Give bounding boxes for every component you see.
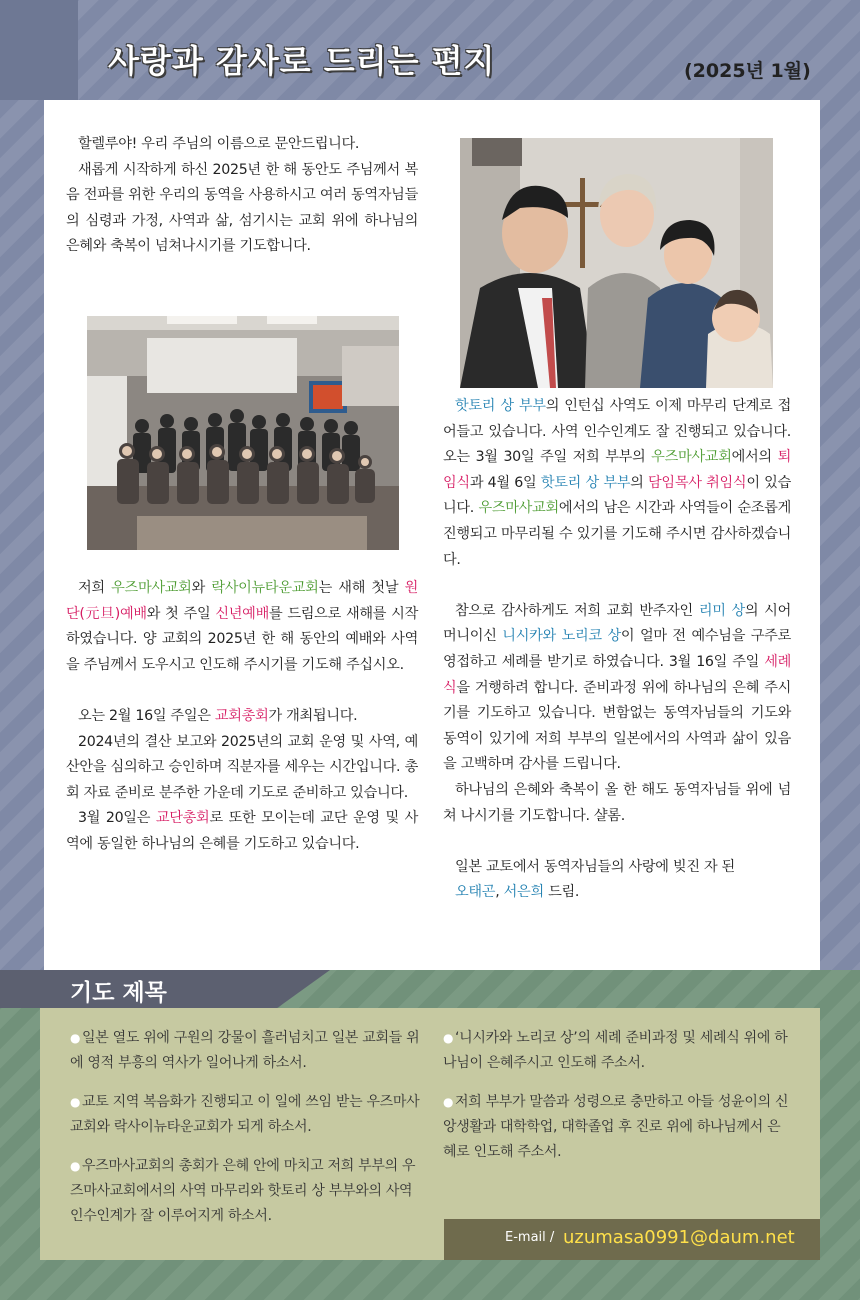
text: 가 개최됩니다.: [268, 707, 358, 724]
text: 저희 부부가 말씀과 성령으로 충만하고 아들 성윤이의 신앙생활과 대학학업, 대학졸업 후 진로 위에 하나님께서 은혜로 인도해 주소서.: [443, 1094, 789, 1160]
blessing-paragraph: 하나님의 은혜와 축복이 올 한 해도 동역자님들 위에 넘쳐 나시기를 기도합니다. 샬롬.: [443, 781, 791, 824]
text: 3월 20일은: [78, 810, 156, 827]
text: 이 얼마 전 예수님을 구주로 영접하고 세례를 받기로 하였습니다. 3월 16일 주일: [443, 628, 791, 670]
event-installation: 담임목사 취임식: [648, 474, 747, 491]
prayer-item: [443, 1026, 793, 1076]
text: 드림.: [543, 884, 580, 901]
email-label: E-mail /: [505, 1230, 555, 1245]
text: ‘니시카와 노리코 상’의 세례 준비과정 및 세례식 위에 하나님이 은혜주시고 인도해 주소서.: [443, 1030, 788, 1071]
intro-paragraph: 새롭게 시작하게 하신 2025년 한 해 동안도 주님께서 복음 전파를 위한 우리의 동역을 사용하시고 여러 동역자님들의 심령과 가정, 사역과 삶, 섬기시는 교회 위에 하나님의 은혜와 축복이 넘쳐나시기를 기도합니다.: [66, 161, 418, 255]
text: 를 드림으로 새해를 시작하였습니다. 양 교회의 2025년 한 해 동안의 예배와 사역을 주님께서 도우시고 인도해 주시기를 기도해 주십시오.: [66, 605, 418, 673]
header-accent-block: [0, 0, 78, 100]
text: 의 인턴십 사역도 이제 마무리 단계로 접어들고 있습니다. 사역 인수인계도 잘 진행되고 있습니다. 오는 3월 30일 주일 저희 부부의: [443, 398, 791, 466]
text: 의 시어머니이신: [443, 602, 791, 645]
congregation-photo: [87, 316, 399, 550]
bullet-icon: ●: [443, 1031, 454, 1045]
text: 저희: [78, 580, 112, 596]
assembly-detail-paragraph: 2024년의 결산 보고와 2025년의 교회 운영 및 사역, 예산안을 심의하고 승인하며 직분자를 세우는 시간입니다. 총회 자료 준비로 분주한 가운데 기도로 준비하고 있습니다.: [66, 733, 418, 801]
email-link[interactable]: uzumasa0991@daum.net: [563, 1227, 795, 1248]
church-name-uzumasa: 우즈마사교회: [651, 449, 732, 466]
prayer-item: [70, 1090, 420, 1140]
church-name-uzumasa: 우즈마사교회: [111, 580, 192, 596]
prayer-list-right: [443, 1026, 793, 1179]
text: 일본 열도 위에 구원의 강물이 흘러넘치고 일본 교회들 위에 영적 부흥의 역사가 일어나게 하소서.: [70, 1030, 420, 1071]
family-photo: [460, 138, 773, 388]
text: 에서의 남은 시간과 사역들이 순조롭게 진행되고 마무리될 수 있기를 기도해 주시면 감사하겠습니다.: [443, 500, 791, 568]
assembly-paragraph: [66, 704, 418, 730]
spacer: [443, 573, 791, 599]
name-hattori-couple: 핫토리 상 부부: [455, 398, 546, 414]
text: 오는 2월 16일 주일은: [78, 707, 215, 724]
text: 와: [191, 580, 212, 596]
text: 교토 지역 복음화가 진행되고 이 일에 쓰임 받는 우즈마사교회와 락사이뉴타운교회가 되게 하소서.: [70, 1094, 420, 1135]
text: 와 첫 주일: [146, 605, 216, 622]
letter-date: (2025년 1월): [684, 60, 811, 82]
prayer-item: [70, 1154, 420, 1229]
church-name-rakusai: 락사이뉴타운교회: [211, 580, 319, 596]
spacer: [443, 829, 791, 855]
text: 이 있습니다.: [443, 474, 791, 517]
prayer-title: 기도 제목: [70, 980, 167, 1006]
prayer-item: [443, 1090, 793, 1165]
church-name-uzumasa: 우즈마사교회: [478, 500, 559, 517]
spacer: [66, 678, 418, 704]
left-intro: [66, 132, 418, 260]
new-year-paragraph: [66, 576, 418, 678]
event-church-assembly: 교회총회: [214, 707, 269, 724]
name-rimi: 리미 상: [698, 602, 745, 619]
name-hattori-couple: 핫토리 상 부부: [540, 474, 631, 491]
event-retirement: 퇴임식: [443, 449, 791, 491]
signer-name-1: 오태곤: [455, 884, 496, 901]
service-name-new-year-day: 원단(元旦)예배: [66, 580, 418, 622]
event-baptism: 세례식: [443, 653, 791, 696]
text: 을 거행하려 합니다. 준비과정 위에 하나님의 은혜 주시기를 기도하고 있습니다. 변함없는 동역자님들의 기도와 동역이 있기에 저희 부부의 일본에서의 사역과 삶이 있음을 고백하며 감사를 드립니다.: [443, 679, 791, 773]
text: 우즈마사교회의 총회가 은혜 안에 마치고 저희 부부의 우즈마사교회에서의 사역 마무리와 핫토리 상 부부와의 사역 인수인계가 잘 이루어지게 하소서.: [70, 1158, 416, 1224]
prayer-list-left: [70, 1026, 420, 1243]
bullet-icon: ●: [70, 1159, 81, 1173]
right-body: [443, 394, 791, 906]
event-denomination-assembly: 교단총회: [155, 810, 210, 827]
text: 과 4월 6일: [469, 474, 541, 491]
bullet-icon: ●: [443, 1095, 454, 1109]
text: 참으로 감사하게도 저희 교회 반주자인: [455, 602, 699, 619]
text: 로 또한 모이는데 교단 운영 및 사역에 동일한 하나님의 은혜를 기도하고 있습니다.: [66, 810, 418, 852]
left-body: [66, 576, 418, 858]
signer-name-2: 서은희: [503, 884, 544, 901]
bullet-icon: ●: [70, 1095, 81, 1109]
text: 의: [630, 474, 649, 491]
transition-paragraph: [443, 394, 791, 573]
denomination-paragraph: [66, 806, 418, 857]
greeting: 할렐루야! 우리 주님의 이름으로 문안드립니다.: [78, 136, 360, 152]
bullet-icon: ●: [70, 1031, 81, 1045]
closing-line: 일본 교토에서 동역자님들의 사랑에 빚진 자 된: [455, 858, 735, 875]
service-name-new-year: 신년예배: [215, 605, 269, 622]
baptism-paragraph: [443, 599, 791, 778]
page-title: 사랑과 감사로 드리는 편지: [108, 42, 496, 80]
prayer-item: [70, 1026, 420, 1076]
text: 에서의: [731, 449, 778, 466]
text: 는 새해 첫날: [318, 580, 405, 596]
signature: [443, 880, 791, 906]
name-nishikawa-noriko: 니시카와 노리코 상: [502, 628, 621, 645]
text: ,: [495, 884, 504, 901]
